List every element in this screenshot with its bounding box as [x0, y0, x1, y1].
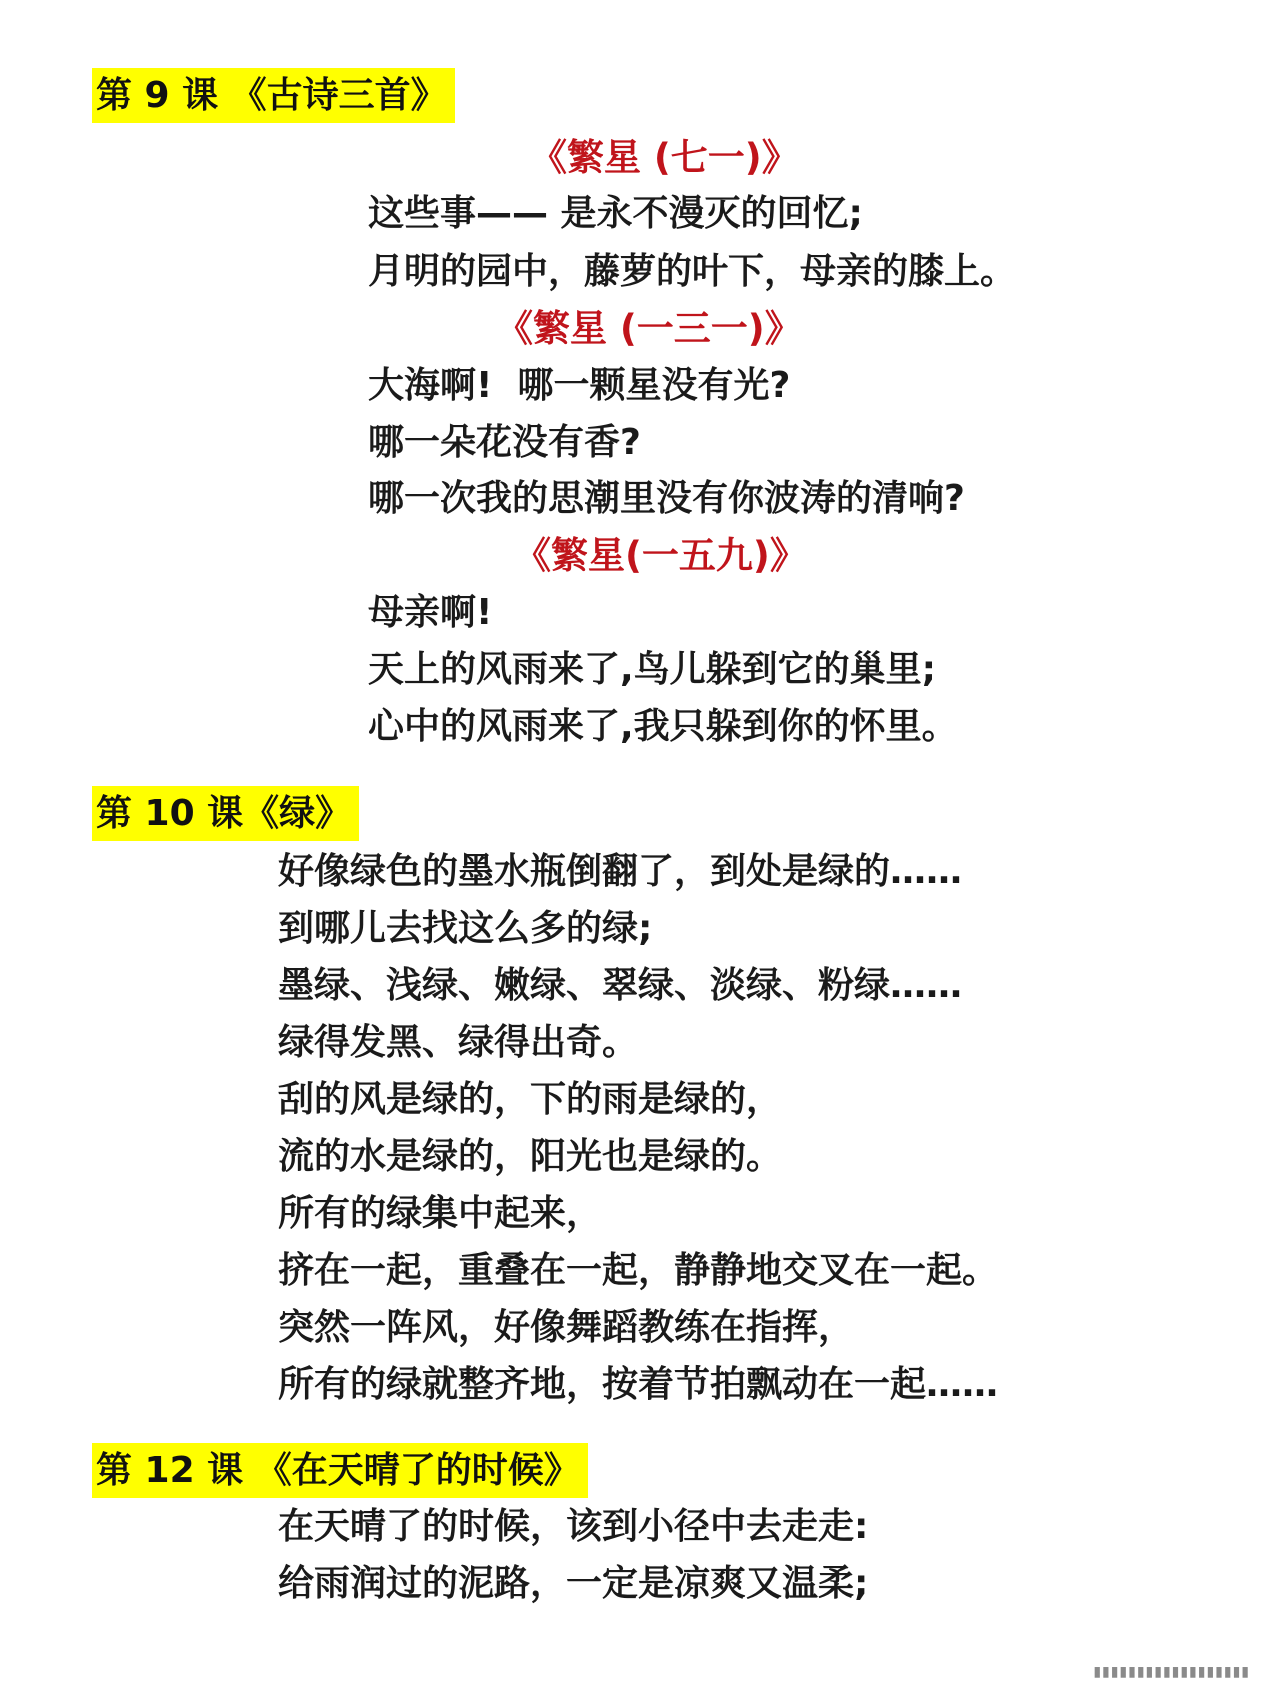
poem-line: 挤在一起，重叠在一起，静静地交叉在一起。 [278, 1250, 999, 1291]
poem-line: 心中的风雨来了,我只躲到你的怀里。 [368, 706, 958, 747]
poem-line: 刮的风是绿的，下的雨是绿的， [278, 1079, 783, 1120]
poem-line: 墨绿、浅绿、嫩绿、翠绿、淡绿、粉绿…… [278, 965, 963, 1006]
poem-title-159: 《繁星(一五九)》 [514, 534, 807, 577]
lesson-10-heading: 第 10 课《绿》 [92, 786, 359, 841]
poem-title-71: 《繁星 (七一)》 [530, 136, 799, 179]
poem-line: 月明的园中，藤萝的叶下，母亲的膝上。 [368, 251, 1017, 292]
poem-line: 哪一朵花没有香? [368, 422, 641, 463]
lesson-9-heading: 第 9 课 《古诗三首》 [92, 68, 455, 123]
poem-line: 在天晴了的时候，该到小径中去走走: [278, 1506, 869, 1547]
poem-line: 母亲啊! [368, 592, 493, 633]
poem-line: 流的水是绿的，阳光也是绿的。 [278, 1136, 783, 1177]
poem-line: 突然一阵风，好像舞蹈教练在指挥， [278, 1307, 855, 1348]
poem-line: 绿得发黑、绿得出奇。 [278, 1022, 639, 1063]
lesson-12-heading: 第 12 课 《在天晴了的时候》 [92, 1443, 588, 1498]
poem-title-131: 《繁星 (一三一)》 [496, 307, 802, 350]
poem-line: 哪一次我的思潮里没有你波涛的清响? [368, 478, 965, 519]
poem-line: 所有的绿集中起来， [278, 1193, 603, 1234]
poem-line: 所有的绿就整齐地，按着节拍飘动在一起…… [278, 1364, 999, 1405]
poem-line: 好像绿色的墨水瓶倒翻了，到处是绿的…… [278, 851, 963, 892]
poem-line: 大海啊! 哪一颗星没有光? [368, 365, 791, 406]
progress-dots-decoration: ▮▮▮▮▮▮▮▮▮▮▮▮▮▮▮▮▮▮ [1093, 1664, 1250, 1680]
poem-line: 天上的风雨来了,鸟儿躲到它的巢里; [368, 649, 937, 690]
poem-line: 这些事—— 是永不漫灭的回忆; [368, 193, 863, 234]
poem-line: 到哪儿去找这么多的绿; [278, 908, 653, 949]
poem-line: 给雨润过的泥路，一定是凉爽又温柔; [278, 1563, 869, 1604]
